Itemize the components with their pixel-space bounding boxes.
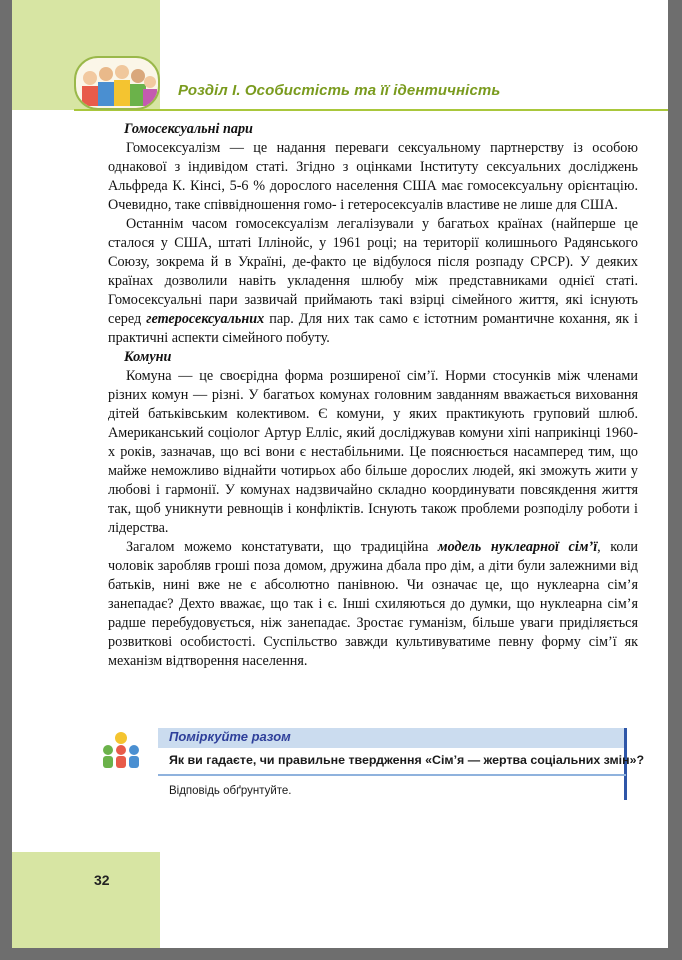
group-discussion-icon — [98, 730, 144, 772]
think-box-question: Як ви гадаєте, чи правильне твердження «Сім’я — жертва соціальних змін»? — [169, 753, 645, 767]
paragraph-text: Загалом можемо констатувати, що традиційна — [126, 539, 438, 555]
paragraph-text: пар. Для них так само є істотним романтичне кохання, як і практичні аспекти сімейного побуту. — [108, 311, 638, 346]
bottom-margin-strip — [12, 852, 160, 948]
paragraph: Комуна — це своєрідна форма розширеної сім’ї. Норми стосунків між членами різних комун — різні. У багатьох комунах головним завданням вважається виховання дітей батьківським колективом. Є комуни, у яких практикують груповий шлюб. Американський соціолог Артур Елліс, який досліджував комуни хіпі наприкінці 1960-х років, зазначав, що всі вони є нестабільними. Це пояснюється насамперед тим, що майже неможливо віднайти чотирьох або більше дорослих людей, які зможуть жити у любові і гармонії. У комунах надзвичайно складно координувати повсякдення життя так, щоб уникнути ревнощів і конфліктів. Існують також проблеми розподілу роботи і лідерства. — [108, 368, 638, 536]
paragraph-text: , коли чоловік заробляв гроші поза домом, дружина дбала про дім, а діти були залежними від батьків, нині вже не є абсолютно панівною. Чи означає це, що нуклеарна сім’я занепадає? Дехто вважає, що так і є. Інші схиляються до думки, що нуклеарна сім’я радше перебудовується, ніж занепадає. Зростає гуманізм, більше уваги приділяється розвиткові особистості. Суспільство завжди культивуватиме певну форму сім’ї як механізм відтворення населення. — [108, 539, 638, 669]
children-logo-icon — [74, 56, 160, 110]
paragraph — [108, 538, 638, 671]
header-divider — [74, 109, 668, 111]
paragraph — [108, 215, 638, 348]
section-heading: Комуни — [124, 349, 172, 365]
chapter-title: Розділ І. Особистість та її ідентичність — [178, 82, 501, 99]
term-emphasis: модель нуклеарної сім’ї — [437, 539, 598, 555]
think-box-title: Поміркуйте разом — [169, 729, 291, 744]
page-number: 32 — [94, 872, 110, 888]
think-box-note: Відповідь обґрунтуйте. — [169, 785, 292, 797]
paragraph: Гомосексуалізм — це надання переваги сексуальному партнерству із особою однакової з індивідом статі. Згідно з оцінками Інституту сексуальних досліджень Альфреда К. Кінсі, 5-6 % дорослого населення США має гомосексуальну орієнтацію. Очевидно, таке співвідношення гомо- і гетеросексуалів властиве не лише для США. — [108, 140, 638, 213]
section-heading: Гомосексуальні пари — [124, 121, 253, 137]
term-emphasis: гетеросексуальних — [146, 311, 265, 327]
think-box-divider — [158, 774, 626, 776]
textbook-page — [12, 0, 668, 948]
paragraph-text: Останнім часом гомосексуалізм легалізували у багатьох країнах (найперше це сталося у США, штаті Іллінойс, у 1961 році; на території колишнього Радянського Союзу, зокрема й в Україні, де-факто це відбулося після розпаду СРСР). У деяких країнах дозволили навіть укладення шлюбу між представниками однієї статі. Гомосексуальні пари зазвичай приймають такі взірці сімейного життя, які існують серед — [108, 216, 638, 327]
body-text — [108, 120, 638, 671]
